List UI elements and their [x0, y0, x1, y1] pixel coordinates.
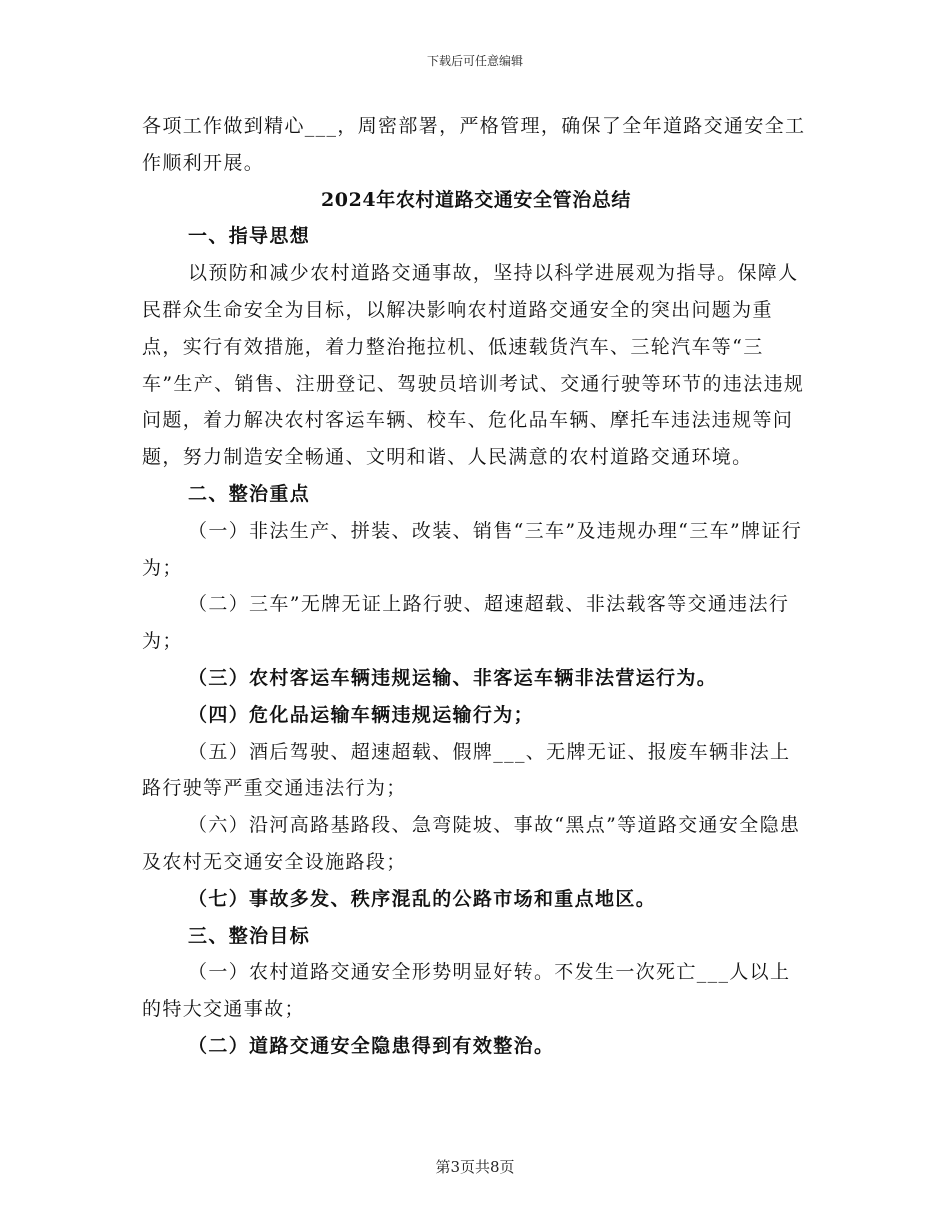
list-item: （四）危化品运输车辆违规运输行为； — [188, 703, 534, 726]
list-item: （二）道路交通安全隐患得到有效整治。 — [188, 1034, 555, 1057]
list-item: （一）非法生产、拼装、改装、销售“三车”及违规办理“三车”牌证行为； — [142, 519, 803, 579]
document-body — [142, 108, 810, 1065]
section-heading: 一、指导思想 — [188, 225, 311, 248]
list-item: （三）农村客运车辆违规运输、非客运车辆非法营运行为。 — [188, 666, 718, 689]
list-item: （一）农村道路交通安全形势明显好转。不发生一次死亡___人以上的特大交通事故； — [142, 961, 791, 1021]
list-item: （六）沿河高路基路段、急弯陡坡、事故“黑点”等道路交通安全隐患及农村无交通安全设施路段； — [142, 814, 801, 873]
section-heading: 二、整治重点 — [188, 482, 311, 505]
page-header: 下载后可任意编辑 — [426, 54, 523, 68]
list-item: （七）事故多发、秩序混乱的公路市场和重点地区。 — [188, 887, 657, 910]
page-footer: 第3页共8页 — [435, 1158, 515, 1176]
body-paragraph: 以预防和减少农村道路交通事故，坚持以科学进展观为指导。保障人民群众生命安全为目标，以解决影响农村道路交通安全的突出问题为重点，实行有效措施，着力整治拖拉机、低速载货汽车、三轮汽车等“三车”生产、销售、注册登记、驾驶员培训考试、交通行驶等环节的违法违规问题，着力解决农村客运车辆、校车、危化品车辆、摩托车违法违规等问题，努力制造安全畅通、文明和谐、人民满意的农村道路交通环境。 — [142, 262, 805, 469]
section-heading: 三、整治目标 — [188, 924, 311, 947]
intro-paragraph: 各项工作做到精心___，周密部署，严格管理，确保了全年道路交通安全工作顺利开展。 — [142, 115, 806, 174]
document-title: 2024年农村道路交通安全管治总结 — [320, 188, 632, 211]
list-item: （五）酒后驾驶、超速超载、假牌___、无牌无证、报废车辆非法上路行驶等严重交通违法行为； — [142, 740, 791, 800]
list-item: （二）三车”无牌无证上路行驶、超速超载、非法载客等交通违法行为； — [142, 593, 790, 653]
